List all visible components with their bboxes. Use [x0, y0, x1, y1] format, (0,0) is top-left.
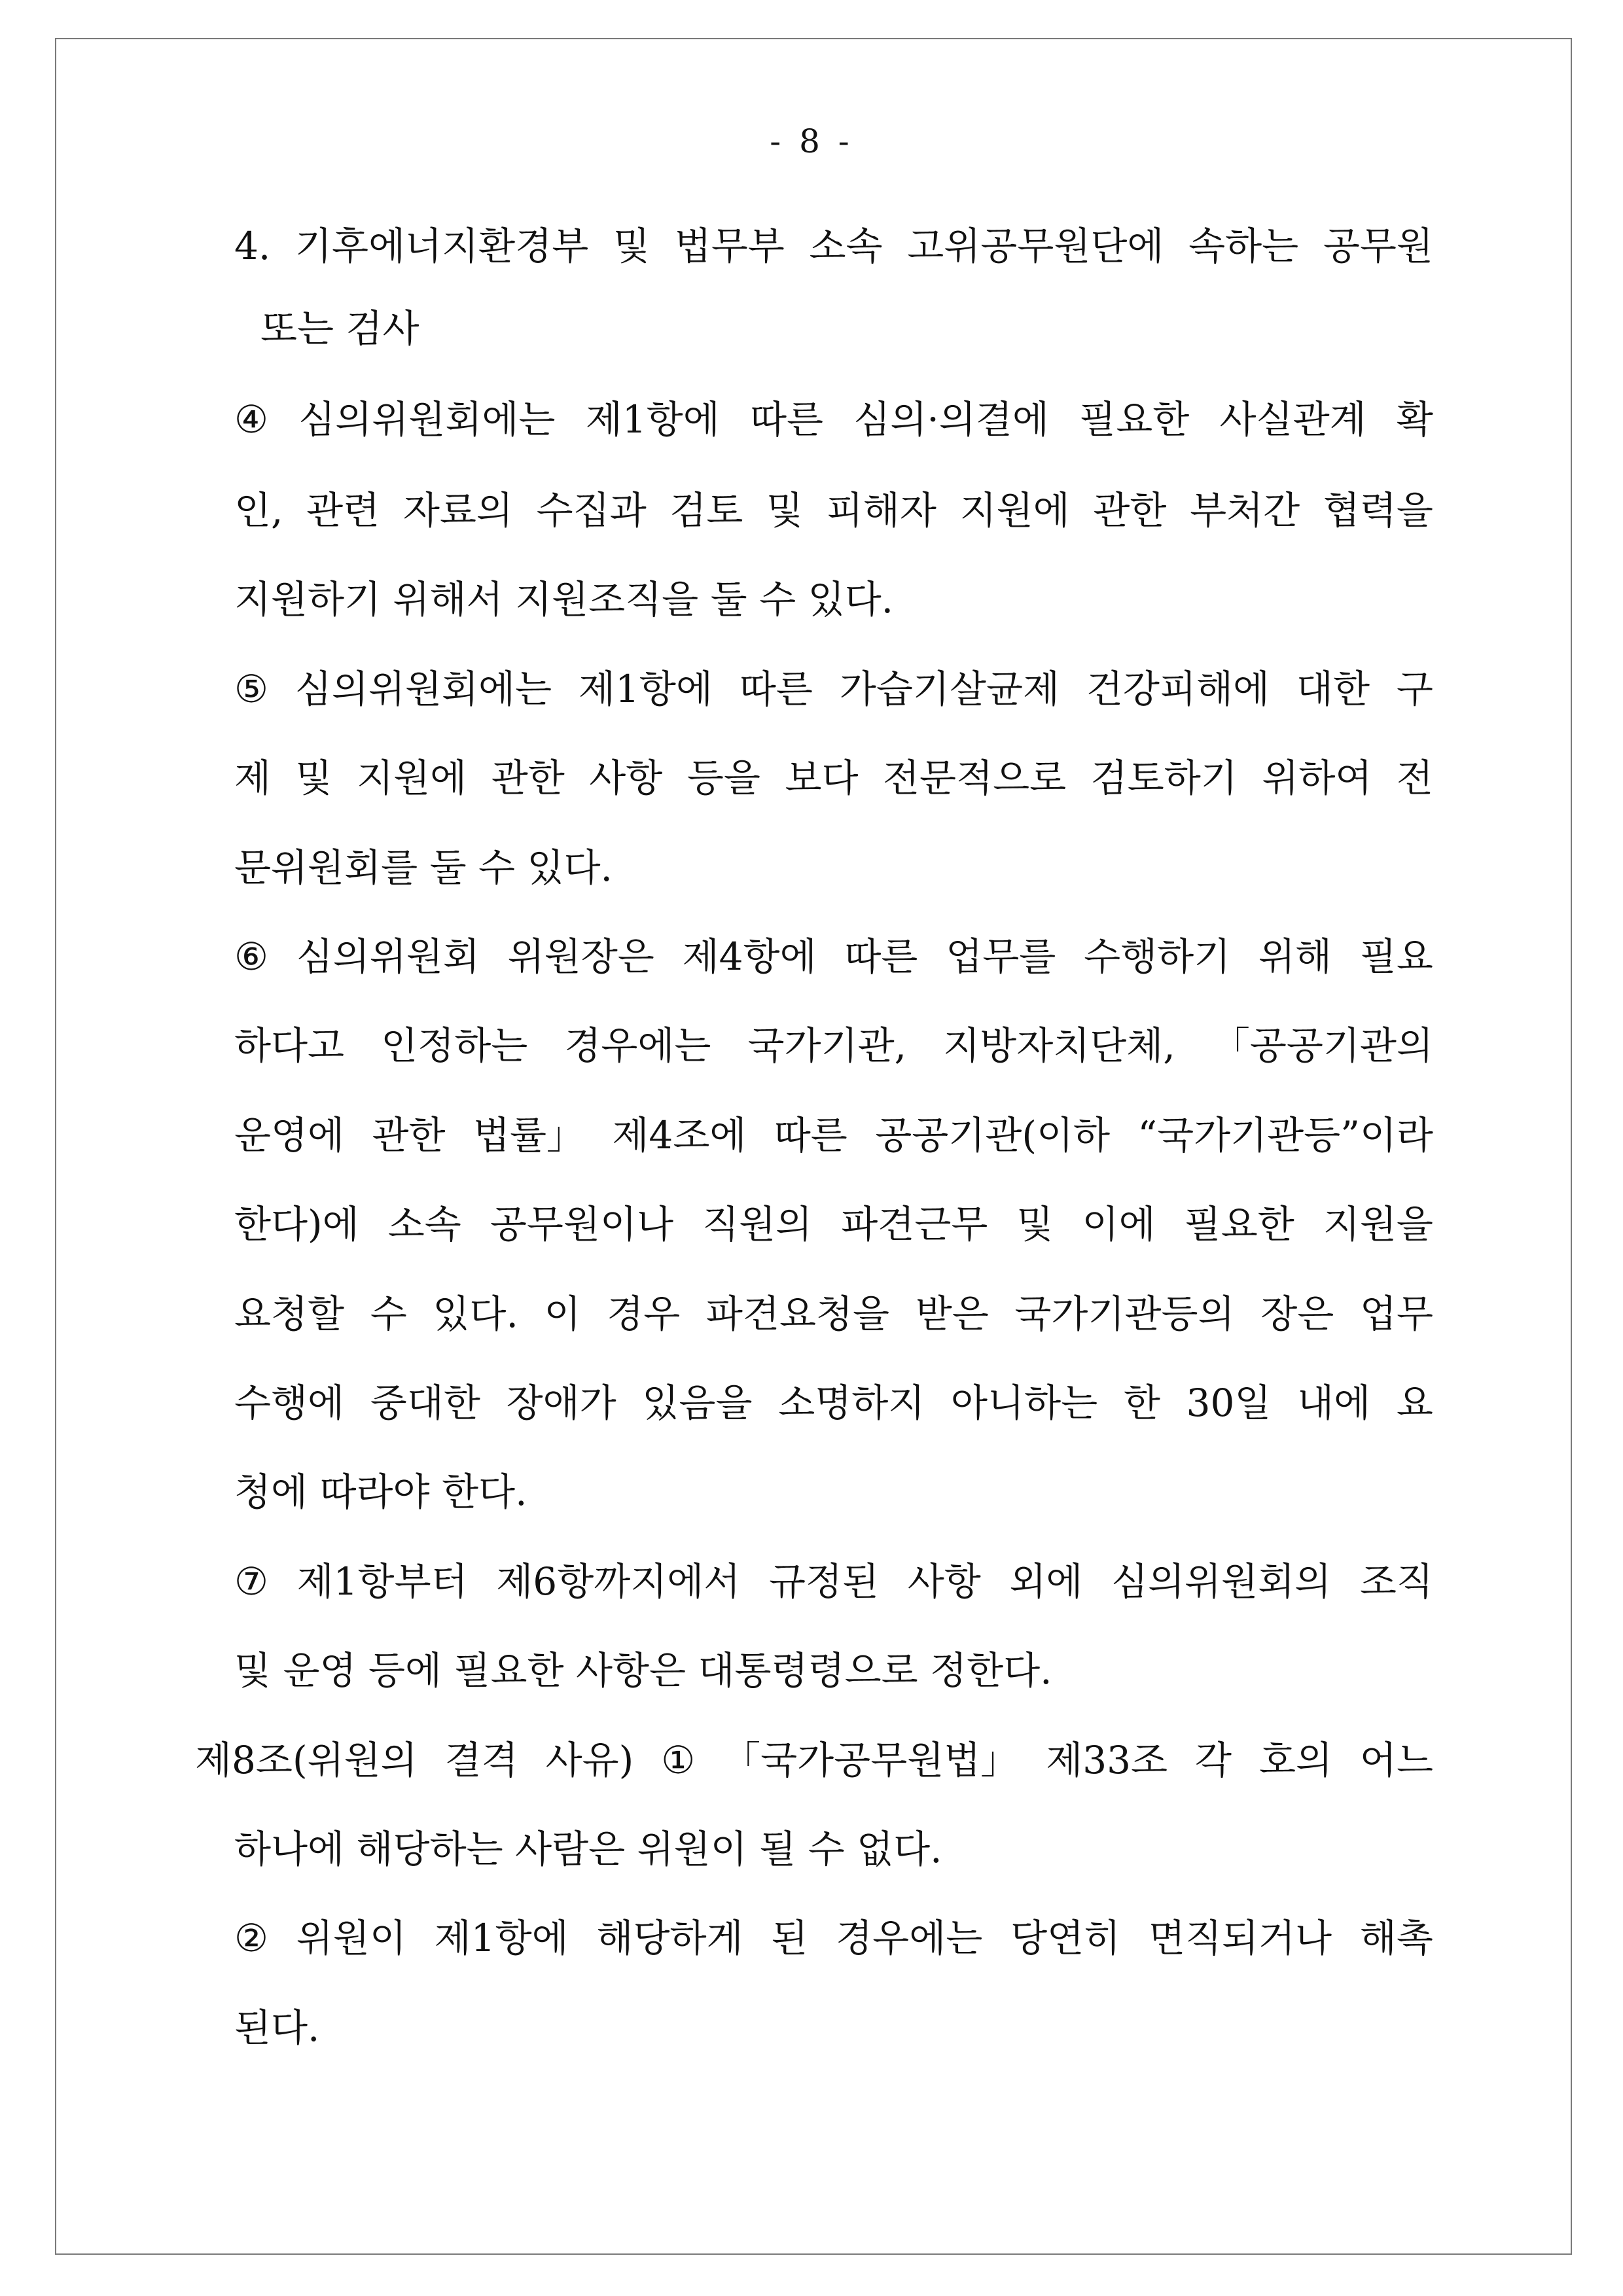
word: ① — [661, 1738, 696, 1782]
word: 검토하기 — [1090, 756, 1238, 800]
word: 각 — [1194, 1738, 1232, 1782]
word: 직원의 — [702, 1202, 813, 1246]
word: 제1항에 — [578, 667, 713, 711]
paragraph-6-line-6 — [234, 1377, 1433, 1429]
word: 사항 — [589, 756, 663, 800]
word: 호의 — [1258, 1738, 1332, 1782]
word: 건강피해에 — [1086, 667, 1270, 711]
word: 소속 — [809, 224, 883, 268]
paragraph-4-line-1 — [234, 393, 1433, 446]
word: 경우 — [607, 1292, 681, 1336]
paragraph-6-line-1 — [234, 930, 1433, 983]
word: 구 — [1396, 667, 1433, 711]
word: 전 — [1396, 756, 1433, 800]
word: 관한 — [372, 1113, 446, 1157]
word: 경우에는 — [564, 1023, 711, 1068]
word: 받은 — [915, 1292, 989, 1336]
word: 중대한 — [370, 1381, 480, 1425]
word: 업무를 — [946, 934, 1056, 979]
word: 「국가공무원법」 — [722, 1738, 1019, 1782]
article-8-para-2-line-2: 된다. — [234, 2005, 320, 2050]
word: 보다 — [785, 756, 859, 800]
paragraph-4-line-3: 지원하기 위해서 지원조직을 둘 수 있다. — [234, 577, 894, 622]
word: 30일 — [1186, 1381, 1272, 1425]
word: 어느 — [1359, 1738, 1433, 1782]
word: 하다고 — [234, 1023, 345, 1068]
word: 협력을 — [1323, 488, 1433, 533]
word: ⑤ — [234, 667, 268, 711]
word: 제4항에 — [682, 934, 817, 979]
word: 따른 — [739, 667, 813, 711]
word: 따른 — [750, 397, 824, 442]
paragraph-5-line-1 — [234, 663, 1433, 715]
word: 제6항까지에서 — [496, 1559, 741, 1604]
word: 해촉 — [1359, 1916, 1433, 1960]
word: 지원에 — [959, 488, 1070, 533]
word: 고위공무원단에 — [907, 224, 1164, 268]
word: 지원에 — [357, 756, 467, 800]
word: 국가기관, — [747, 1023, 907, 1068]
word: 제 — [234, 756, 272, 800]
word: 규정된 — [768, 1559, 880, 1604]
word: 전문적으로 — [883, 756, 1067, 800]
word: 제33조 — [1046, 1738, 1168, 1782]
word: 지방자치단체, — [943, 1023, 1175, 1068]
word: 확 — [1396, 397, 1433, 442]
word: 이에 — [1082, 1202, 1156, 1246]
word: 부처간 — [1190, 488, 1300, 533]
word: ② — [234, 1916, 268, 1960]
word: 및 — [766, 488, 804, 533]
word: 요청할 — [234, 1292, 345, 1336]
word: 당연히 — [1010, 1916, 1121, 1960]
list-item-4-line-2: 또는 검사 — [260, 306, 419, 351]
word: 심의위원회 — [296, 934, 480, 979]
paragraph-6-line-7: 청에 따라야 한다. — [234, 1470, 527, 1514]
word: 위해 — [1258, 934, 1332, 979]
word: 위원이 — [296, 1916, 406, 1960]
word: 따른 — [774, 1113, 847, 1157]
word: 사항 — [907, 1559, 981, 1604]
word: 법률」 — [473, 1113, 584, 1157]
word: 된 — [771, 1916, 808, 1960]
word: 수집과 — [536, 488, 647, 533]
word: 외에 — [1009, 1559, 1083, 1604]
word: 심의위원회에는 — [294, 667, 552, 711]
word: 내에 — [1297, 1381, 1371, 1425]
word: 제8조(위원의 — [195, 1738, 418, 1782]
page-number: - 8 - — [770, 122, 853, 160]
word: 4. — [234, 224, 271, 268]
word: 이 — [544, 1292, 581, 1336]
word: 한다)에 — [234, 1202, 359, 1246]
word: 공무원이나 — [490, 1202, 674, 1246]
word: 자료의 — [402, 488, 513, 533]
word: 가습기살균제 — [839, 667, 1060, 711]
word: 수 — [370, 1292, 407, 1336]
paragraph-5-line-2 — [234, 752, 1433, 804]
word: 소속 — [387, 1202, 461, 1246]
word: 인정하는 — [381, 1023, 528, 1068]
word: 기후에너지환경부 — [295, 224, 589, 268]
paragraph-7-line-1 — [234, 1555, 1433, 1608]
article-8-para-2-line-1 — [234, 1912, 1433, 1964]
word: 장은 — [1260, 1292, 1334, 1336]
word: ⑦ — [234, 1559, 268, 1604]
word: 관련 — [306, 488, 380, 533]
paragraph-5-line-3: 문위원회를 둘 수 있다. — [234, 845, 613, 890]
word: 대한 — [1296, 667, 1370, 711]
word: 관한 — [491, 756, 565, 800]
word: 장애가 — [506, 1381, 616, 1425]
word: 운영에 — [234, 1113, 345, 1157]
word: 관한 — [1093, 488, 1167, 533]
word: 있다. — [433, 1292, 518, 1336]
word: 아니하는 — [951, 1381, 1098, 1425]
word: 등을 — [687, 756, 760, 800]
article-8-para-1-line-2: 하나에 해당하는 사람은 위원이 될 수 없다. — [234, 1827, 942, 1871]
word: 사유) — [545, 1738, 634, 1782]
word: 조직 — [1359, 1559, 1433, 1604]
word: 공공기관(이하 — [875, 1113, 1111, 1157]
word: 수행에 — [234, 1381, 345, 1425]
word: 소명하지 — [778, 1381, 925, 1425]
word: 국가기관등의 — [1014, 1292, 1235, 1336]
paragraph-6-line-3 — [234, 1109, 1433, 1161]
paragraph-4-line-2 — [234, 484, 1433, 537]
word: 제4조에 — [612, 1113, 747, 1157]
word: 한 — [1123, 1381, 1160, 1425]
word: 인, — [234, 488, 283, 533]
word: ④ — [234, 397, 268, 442]
word: 제1항에 — [434, 1916, 569, 1960]
word: 법무부 — [674, 224, 785, 268]
word: 파견요청을 — [705, 1292, 890, 1336]
word: 경우에는 — [836, 1916, 983, 1960]
word: 필요한 — [1184, 1202, 1294, 1246]
word: 있음을 — [642, 1381, 753, 1425]
word: 사실관계 — [1219, 397, 1366, 442]
word: 면직되거나 — [1148, 1916, 1332, 1960]
word: 「공공기관의 — [1211, 1023, 1433, 1068]
word: 및 — [295, 756, 332, 800]
word: 수행하기 — [1084, 934, 1231, 979]
word: 결격 — [444, 1738, 518, 1782]
list-item-4-line-1 — [234, 220, 1433, 272]
word: 속하는 — [1188, 224, 1299, 268]
word: “국가기관등”이라 — [1137, 1113, 1433, 1157]
word: 심의위원회에는 — [298, 397, 556, 442]
article-8-heading-line — [195, 1734, 1433, 1786]
word: 제1항부터 — [296, 1559, 468, 1604]
word: 및 — [1016, 1202, 1054, 1246]
word: 위하여 — [1262, 756, 1372, 800]
word: 요 — [1396, 1381, 1433, 1425]
word: 피해자 — [826, 488, 936, 533]
word: 필요 — [1359, 934, 1433, 979]
word: 심의·의결에 — [853, 397, 1049, 442]
word: 필요한 — [1079, 397, 1190, 442]
word: 제1항에 — [585, 397, 720, 442]
word: 따른 — [844, 934, 918, 979]
paragraph-6-line-4 — [234, 1198, 1433, 1250]
word: 업무 — [1359, 1292, 1433, 1336]
word: 및 — [613, 224, 650, 268]
word: 해당하게 — [596, 1916, 743, 1960]
word: 위원장은 — [507, 934, 654, 979]
word: 지원을 — [1323, 1202, 1433, 1246]
paragraph-6-line-5 — [234, 1288, 1433, 1340]
paragraph-6-line-2 — [234, 1019, 1433, 1072]
word: 검토 — [669, 488, 743, 533]
word: 심의위원회의 — [1111, 1559, 1332, 1604]
word: 파견근무 — [841, 1202, 988, 1246]
word: ⑥ — [234, 934, 268, 979]
paragraph-7-line-2: 및 운영 등에 필요한 사항은 대통령령으로 정한다. — [234, 1648, 1052, 1693]
word: 공무원 — [1323, 224, 1433, 268]
